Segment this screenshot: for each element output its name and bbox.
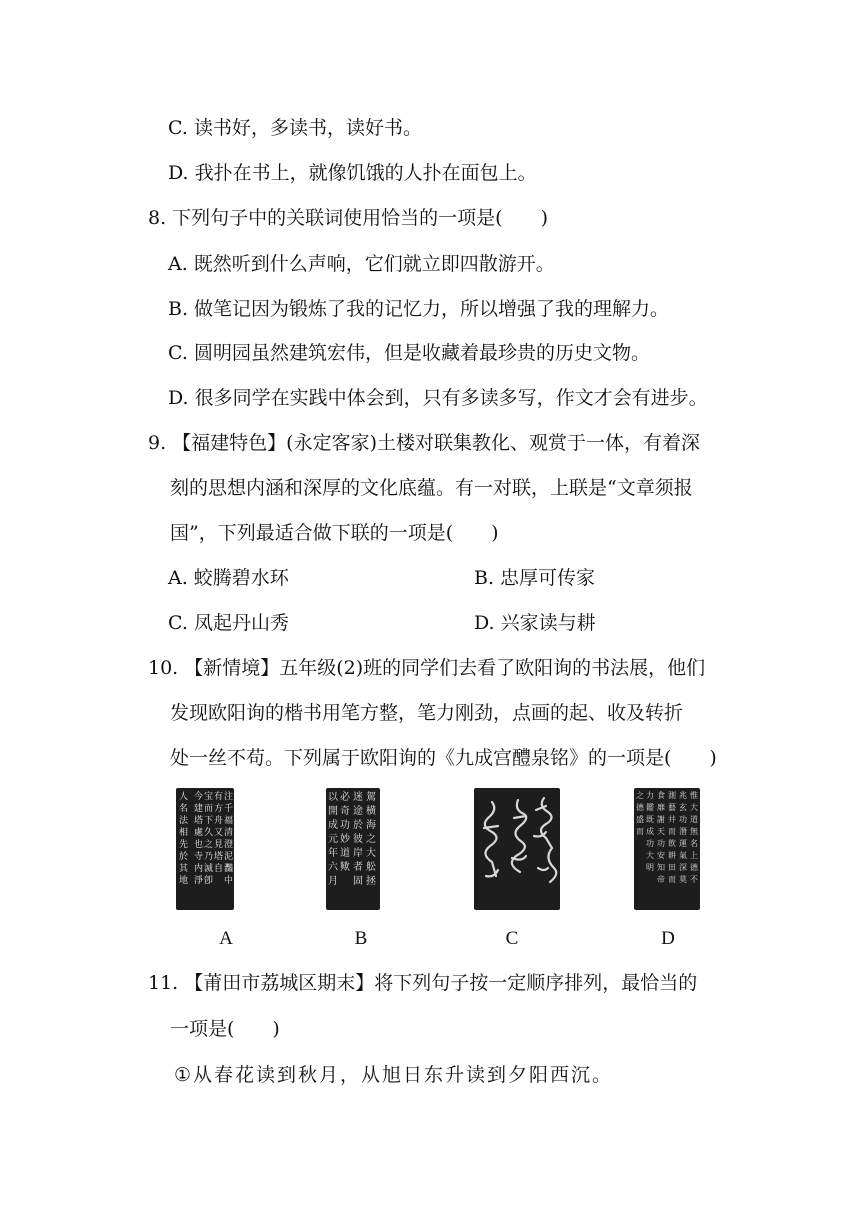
q9-stem-line2: 刻的思想内涵和深厚的文化底蕴。有一对联，上联是“文章须报 <box>170 477 693 499</box>
svg-text:又: 又 <box>214 828 224 838</box>
svg-text:清: 清 <box>224 828 234 838</box>
q11-stem-line2: 一项是( ) <box>170 1018 280 1040</box>
q9-stem-line3: 国”，下列最适合做下联的一项是( ) <box>170 522 499 544</box>
plate-b-image <box>326 788 380 910</box>
svg-text:駕: 駕 <box>366 792 376 803</box>
svg-text:乃: 乃 <box>204 852 214 862</box>
svg-text:德: 德 <box>690 863 698 872</box>
q9-option-b: B. 忠厚可传家 <box>474 567 596 589</box>
svg-text:深: 深 <box>679 863 687 872</box>
svg-text:道: 道 <box>340 848 350 859</box>
svg-text:於: 於 <box>179 852 189 862</box>
svg-text:而: 而 <box>636 827 644 836</box>
svg-text:途: 途 <box>353 806 363 817</box>
svg-text:兆: 兆 <box>679 791 687 800</box>
q11-item-1: ①从春花读到秋月，从旭日东升读到夕阳西沉。 <box>174 1064 614 1086</box>
svg-text:力: 力 <box>646 791 654 800</box>
svg-text:名: 名 <box>179 804 189 814</box>
q8-option-c: C. 圆明园虽然建筑宏伟，但是收藏着最珍贵的历史文物。 <box>168 342 650 364</box>
svg-text:謝: 謝 <box>657 815 665 824</box>
svg-text:塔: 塔 <box>194 816 204 826</box>
svg-text:人: 人 <box>179 792 189 802</box>
q7-option-c: C. 读书好，多读书，读好书。 <box>168 117 422 139</box>
svg-text:自: 自 <box>214 864 224 874</box>
svg-text:宝: 宝 <box>204 792 214 802</box>
svg-text:妙: 妙 <box>340 834 350 845</box>
svg-text:而: 而 <box>668 827 676 836</box>
svg-text:六: 六 <box>328 862 338 873</box>
svg-text:以: 以 <box>328 792 338 803</box>
svg-text:於: 於 <box>353 820 363 831</box>
svg-text:相: 相 <box>179 828 189 838</box>
svg-text:開: 開 <box>328 806 338 817</box>
svg-text:上: 上 <box>690 851 698 860</box>
svg-text:岸: 岸 <box>353 848 363 859</box>
svg-text:成: 成 <box>328 820 338 831</box>
calligraphy-plate-c <box>474 788 560 910</box>
svg-text:先: 先 <box>179 840 189 850</box>
svg-text:固: 固 <box>353 876 363 887</box>
svg-text:天: 天 <box>657 827 665 836</box>
plate-c-image <box>474 788 560 910</box>
svg-text:靡: 靡 <box>657 803 665 812</box>
svg-text:有: 有 <box>214 792 224 802</box>
svg-text:内: 内 <box>194 864 204 874</box>
plate-caption-b: B <box>354 928 368 949</box>
calligraphy-plate-d <box>634 788 700 910</box>
svg-text:方: 方 <box>214 804 224 814</box>
svg-text:也: 也 <box>194 840 204 850</box>
q10-stem-line3: 处一丝不苟。下列属于欧阳询的《九成宫醴泉铭》的一项是( ) <box>170 747 717 769</box>
svg-text:功: 功 <box>679 815 687 824</box>
q11-stem-line1: 11. 【莆田市荔城区期末】将下列句子按一定顺序排列，最恰当的 <box>148 972 698 994</box>
svg-text:歟: 歟 <box>340 862 350 873</box>
plate-caption-d: D <box>661 928 675 949</box>
svg-text:見: 見 <box>214 840 224 850</box>
svg-text:者: 者 <box>353 862 363 873</box>
svg-text:福: 福 <box>224 816 234 826</box>
plate-caption-a: A <box>219 928 233 949</box>
svg-text:寺: 寺 <box>194 852 204 862</box>
svg-text:而: 而 <box>668 875 676 884</box>
svg-text:彼: 彼 <box>353 834 363 845</box>
svg-text:澄: 澄 <box>224 840 234 850</box>
svg-text:中: 中 <box>224 876 234 886</box>
svg-text:大: 大 <box>646 851 654 860</box>
svg-text:奇: 奇 <box>340 806 350 817</box>
svg-text:處: 處 <box>194 828 204 838</box>
svg-text:鑑: 鑑 <box>646 803 654 812</box>
svg-text:卽: 卽 <box>204 876 214 886</box>
svg-text:井: 井 <box>668 815 676 824</box>
svg-text:建: 建 <box>194 804 204 814</box>
svg-text:惟: 惟 <box>690 791 698 800</box>
calligraphy-plate-a <box>176 788 234 910</box>
svg-text:而: 而 <box>204 804 214 814</box>
svg-text:功: 功 <box>646 839 654 848</box>
q7-option-d: D. 我扑在书上，就像饥饿的人扑在面包上。 <box>168 162 537 184</box>
svg-text:滅: 滅 <box>204 864 214 874</box>
plate-caption-c: C <box>505 928 519 949</box>
svg-text:地: 地 <box>179 876 189 886</box>
q8-option-d: D. 很多同学在实践中体会到，只有多读多写，作文才会有进步。 <box>168 387 708 409</box>
svg-text:注: 注 <box>224 792 234 802</box>
svg-text:淨: 淨 <box>194 876 204 886</box>
q9-option-d: D. 兴家读与耕 <box>474 612 596 634</box>
svg-text:横: 横 <box>366 806 376 817</box>
svg-text:知: 知 <box>657 863 665 872</box>
svg-text:元: 元 <box>328 834 338 845</box>
svg-text:測: 測 <box>668 791 676 800</box>
svg-text:明: 明 <box>646 863 654 872</box>
svg-text:大: 大 <box>690 803 698 812</box>
svg-text:大: 大 <box>366 848 376 859</box>
plate-d-image <box>634 788 700 910</box>
svg-text:盛: 盛 <box>636 815 644 824</box>
svg-text:舩: 舩 <box>366 862 376 873</box>
q8-stem: 8. 下列句子中的关联词使用恰当的一项是( ) <box>148 207 548 229</box>
svg-text:功: 功 <box>657 839 665 848</box>
svg-text:必: 必 <box>340 792 350 803</box>
svg-text:潛: 潛 <box>679 827 687 836</box>
svg-text:玄: 玄 <box>679 803 687 812</box>
svg-text:德: 德 <box>636 803 644 812</box>
svg-text:之: 之 <box>636 791 644 800</box>
svg-text:千: 千 <box>224 804 234 814</box>
svg-text:安: 安 <box>657 851 665 860</box>
svg-text:無: 無 <box>690 827 698 836</box>
svg-text:藝: 藝 <box>668 803 676 812</box>
svg-text:名: 名 <box>690 839 698 848</box>
q10-stem-line2: 发现欧阳询的楷书用笔方整，笔力刚劲，点画的起、收及转折 <box>170 702 684 724</box>
plate-a-image <box>176 788 234 910</box>
svg-text:既: 既 <box>646 815 654 824</box>
svg-text:海: 海 <box>366 820 376 831</box>
svg-text:久: 久 <box>204 828 214 838</box>
svg-text:不: 不 <box>690 875 698 884</box>
svg-text:之: 之 <box>204 840 214 850</box>
q10-stem-line1: 10. 【新情境】五年级(2)班的同学们去看了欧阳询的书法展，他们 <box>148 657 706 679</box>
q8-option-a: A. 既然听到什么声响，它们就立即四散游开。 <box>168 253 555 275</box>
svg-text:其: 其 <box>179 864 189 874</box>
svg-text:運: 運 <box>679 839 687 848</box>
svg-text:泥: 泥 <box>224 852 234 862</box>
svg-text:拯: 拯 <box>366 876 376 887</box>
svg-text:功: 功 <box>340 820 350 831</box>
svg-text:食: 食 <box>657 791 665 800</box>
svg-text:之: 之 <box>366 834 376 845</box>
svg-text:塔: 塔 <box>214 852 224 862</box>
svg-text:迷: 迷 <box>353 792 363 803</box>
svg-text:道: 道 <box>690 815 698 824</box>
q9-option-a: A. 蛟腾碧水环 <box>168 567 289 589</box>
svg-text:法: 法 <box>179 816 189 826</box>
svg-text:月: 月 <box>328 876 338 887</box>
calligraphy-plate-b <box>326 788 380 910</box>
q9-stem-line1: 9. 【福建特色】(永定客家)土楼对联集教化、观赏于一体，有着深 <box>148 432 700 454</box>
svg-text:舟: 舟 <box>214 816 224 826</box>
q9-option-c: C. 凤起丹山秀 <box>168 612 289 634</box>
q8-option-b: B. 做笔记因为锻炼了我的记忆力，所以增强了我的理解力。 <box>168 298 670 320</box>
svg-text:莫: 莫 <box>679 875 687 884</box>
svg-text:灩: 灩 <box>224 864 234 874</box>
svg-text:今: 今 <box>194 792 204 802</box>
svg-text:成: 成 <box>646 827 654 836</box>
svg-text:年: 年 <box>328 848 338 859</box>
svg-text:耕: 耕 <box>668 851 676 860</box>
svg-text:田: 田 <box>668 863 676 872</box>
svg-text:帝: 帝 <box>657 875 665 884</box>
svg-text:飲: 飲 <box>668 839 676 848</box>
svg-text:氣: 氣 <box>679 851 687 860</box>
svg-text:下: 下 <box>204 816 214 826</box>
